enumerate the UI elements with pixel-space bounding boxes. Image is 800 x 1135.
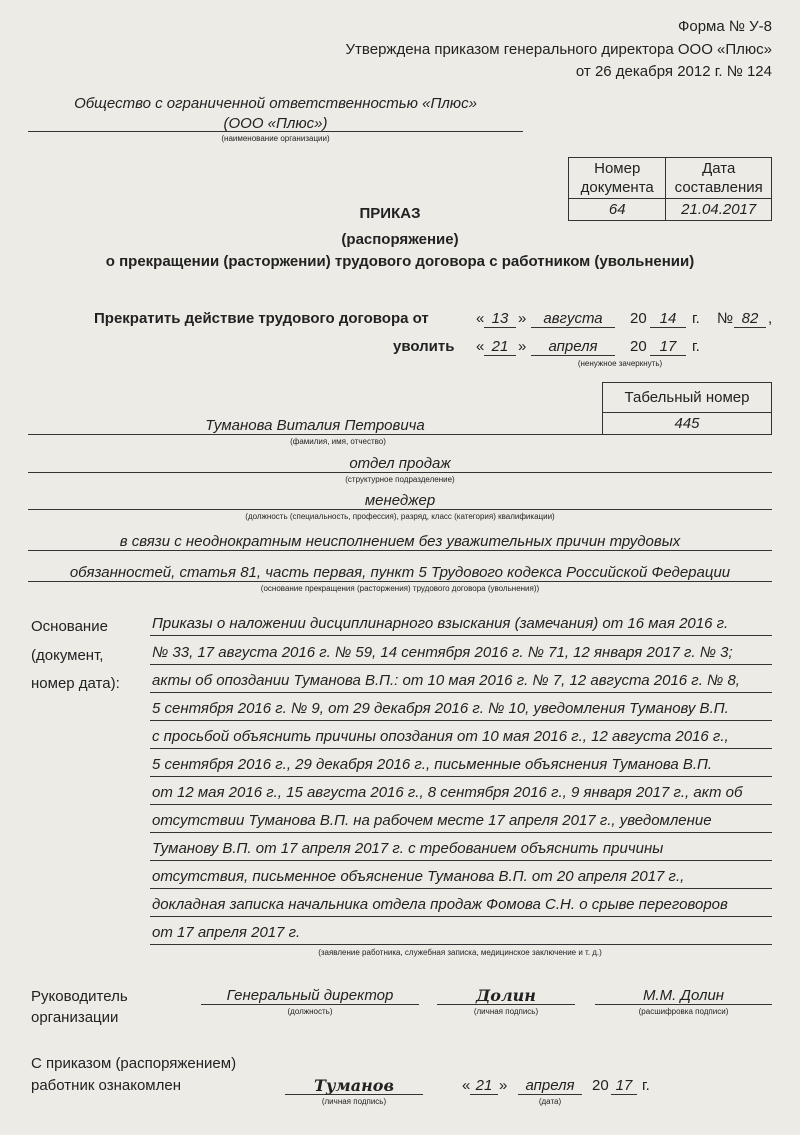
department-underline [28,472,772,473]
terminate-day-underline [484,327,516,328]
quote-open: « [462,1077,471,1094]
quote-open: « [476,310,485,327]
document-number-table [568,157,772,221]
terminate-month-underline [531,327,615,328]
quote-close: » [499,1077,508,1094]
acquainted-label-2: работник ознакомлен [31,1077,181,1094]
tab-number-table [602,382,772,435]
acquainted-month: апреля [525,1077,575,1094]
terminate-month: августа [543,310,603,327]
basis-line: 5 сентября 2016 г., 29 декабря 2016 г., письменные объяснения Туманова В.П. [150,755,772,777]
acquainted-year-abbr: г. [642,1077,650,1094]
basis-line: докладная записка начальника отдела продаж Фомова С.Н. о срыве переговоров [150,895,772,917]
basis-label-1: Основание [31,618,108,635]
terminate-year-underline [650,327,686,328]
employee-signature: Туманов [314,1076,394,1095]
doc-date-header: Дата составления [666,158,772,199]
basis-line: от 12 мая 2016 г., 15 августа 2016 г., 8 сентября 2016 г., 9 января 2017 г., акт об [150,783,772,805]
manager-decoding-underline [595,1004,772,1005]
basis-line: Туманову В.П. от 17 апреля 2017 г. с требованием объяснить причины [150,839,772,861]
employee-position: менеджер [364,492,436,509]
form-number: Форма № У-8 [677,18,772,35]
terminate-year-suffix: 14 [659,310,677,327]
employee-department: отдел продаж [349,455,451,472]
document-title: ПРИКАЗ [359,205,421,222]
manager-position-underline [201,1004,419,1005]
basis-line: Приказы о наложении дисциплинарного взыскания (замечания) от 16 мая 2016 г. [150,614,772,636]
tab-number-header: Табельный номер [603,383,772,413]
dismiss-year-abbr: г. [692,338,700,355]
grounds-line-1: в связи с неоднократным неисполнением без уважительных причин трудовых [119,533,681,550]
dismiss-year-suffix: 17 [659,338,677,355]
quote-open: « [476,338,485,355]
basis-label-2: (документ, [31,647,104,664]
basis-line: отсутствии Туманова В.П. на рабочем месте 17 апреля 2017 г., уведомление [150,811,772,833]
terminate-year-prefix: 20 [630,310,647,327]
dismiss-day-underline [484,355,516,356]
acquainted-day: 21 [475,1077,493,1094]
dismiss-year-prefix: 20 [630,338,647,355]
employee-name-underline [28,434,602,435]
employee-name: Туманова Виталия Петровича [205,417,425,434]
organization-underline [28,131,523,132]
approval-line-1: Утверждена приказом генерального директора ООО «Плюс» [345,41,772,58]
quote-close: » [518,310,527,327]
basis-line: от 17 апреля 2017 г. [150,923,772,945]
acquainted-year-suffix: 17 [615,1077,633,1094]
acquainted-year-prefix: 20 [592,1077,609,1094]
position-caption: (должность (специальность, профессия), разряд, класс (категория) квалификации) [245,512,555,521]
position-underline [28,509,772,510]
department-caption: (структурное подразделение) [345,475,455,484]
terminate-label: Прекратить действие трудового договора от [94,310,429,327]
terminate-year-abbr: г. [692,310,700,327]
dismiss-label: уволить [393,338,455,355]
document-subtitle: (распоряжение) [341,231,459,248]
manager-signature-caption: (личная подпись) [473,1007,539,1016]
terminate-number: 82 [741,310,759,327]
basis-line: 5 сентября 2016 г. № 9, от 29 декабря 2016 г. № 10, уведомления Туманову В.П. [150,699,772,721]
doc-date-value: 21.04.2017 [666,199,772,221]
basis-line: акты об опоздании Туманова В.П.: от 10 мая 2016 г. № 7, 12 августа 2016 г. № 8, [150,671,772,693]
manager-position: Генеральный директор [226,987,394,1004]
manager-position-caption: (должность) [287,1007,333,1016]
organization-short-name: (ООО «Плюс») [223,115,328,132]
terminate-number-underline [734,327,766,328]
dismiss-month-underline [531,355,615,356]
doc-number-header: Номер документа [569,158,666,199]
manager-decoding: М.М. Долин [642,987,725,1004]
doc-number-value: 64 [569,199,666,221]
dismiss-month: апреля [548,338,598,355]
manager-signature-underline [437,1004,575,1005]
employee-signature-caption: (личная подпись) [321,1097,387,1106]
grounds-underline-2 [28,581,772,582]
acquainted-label-1: С приказом (распоряжением) [31,1055,237,1072]
manager-signature: Долин [476,986,536,1005]
acquainted-month-underline [518,1094,582,1095]
document-description: о прекращении (расторжении) трудового договора с работником (увольнении) [105,253,695,270]
manager-label-2: организации [31,1009,119,1026]
approval-line-2: от 26 декабря 2012 г. № 124 [575,63,772,80]
acquainted-date-caption: (дата) [538,1097,562,1106]
acquainted-day-underline [470,1094,498,1095]
manager-decoding-caption: (расшифровка подписи) [638,1007,729,1016]
basis-label-3: номер дата): [31,675,120,692]
grounds-caption: (основание прекращения (расторжения) трудового договора (увольнения)) [260,584,540,593]
manager-label-1: Руководитель [31,988,128,1005]
dismiss-day: 21 [491,338,509,355]
dismiss-year-underline [650,355,686,356]
organization-caption: (наименование организации) [221,134,330,143]
basis-line: отсутствия, письменное объяснение Туманова В.П. от 20 апреля 2017 г., [150,867,772,889]
organization-name: Общество с ограниченной ответственностью «Плюс» [74,95,477,112]
basis-line: № 33, 17 августа 2016 г. № 59, 14 сентября 2016 г. № 71, 12 января 2017 г. № 3; [150,643,772,665]
terminate-comma: , [768,310,773,327]
basis-caption: (заявление работника, служебная записка, медицинское заключение и т. д.) [318,948,602,957]
grounds-line-2: обязанностей, статья 81, часть первая, пункт 5 Трудового кодекса Российской Федерации [69,564,731,581]
grounds-underline-1 [28,550,772,551]
quote-close: » [518,338,527,355]
employee-signature-underline [285,1094,423,1095]
terminate-day: 13 [491,310,509,327]
terminate-number-label: № [717,310,734,327]
acquainted-year-underline [611,1094,637,1095]
basis-line: с просьбой объяснить причины опоздания от 10 мая 2016 г., 12 августа 2016 г., [150,727,772,749]
employee-name-caption: (фамилия, имя, отчество) [290,437,386,446]
tab-number-value: 445 [603,413,772,435]
strike-caption: (ненужное зачеркнуть) [577,359,663,368]
